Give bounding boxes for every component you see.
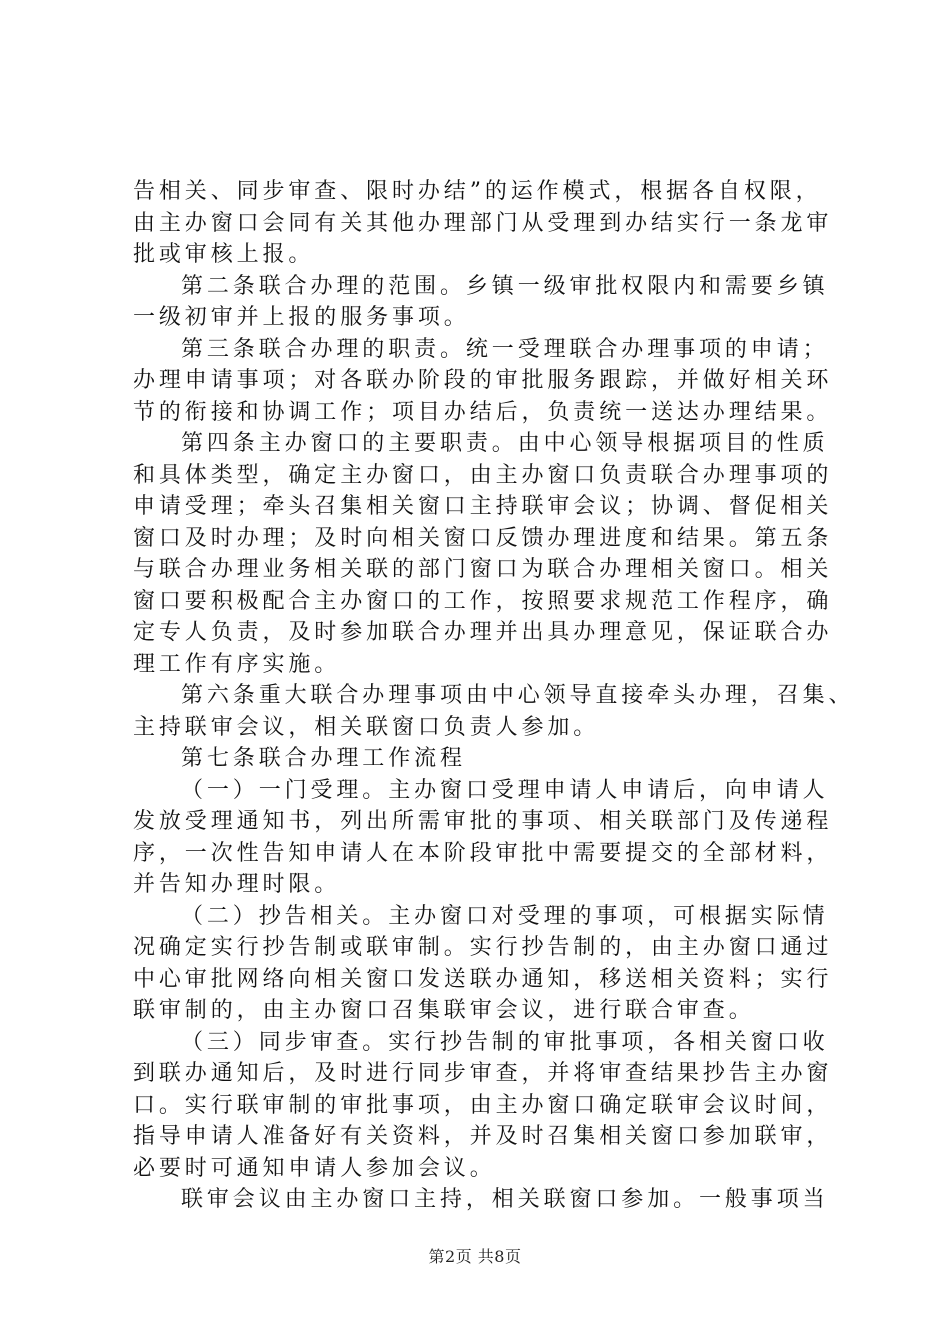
text-line: 第七条联合办理工作流程	[181, 746, 466, 771]
text-line: 一级初审并上报的服务事项。	[133, 305, 470, 330]
text-line: 口。实行联审制的审批事项，由主办窗口确定联审会议时间，	[133, 1092, 833, 1118]
text-line: 与联合办理业务相关联的部门窗口为联合办理相关窗口。相关	[133, 557, 833, 582]
text-line: （一）一门受理。主办窗口受理申请人申请后，向申请人	[181, 777, 829, 803]
text-line: 联审制的，由主办窗口召集联审会议，进行联合审查。	[133, 998, 755, 1023]
text-line: 联审会议由主办窗口主持，相关联窗口参加。一般事项当	[181, 1187, 829, 1212]
text-line: 由主办窗口会同有关其他办理部门从受理到办结实行一条龙审	[133, 210, 833, 236]
document-body	[133, 176, 855, 1216]
text-line: 并告知办理时限。	[133, 872, 341, 897]
text-line: 必要时可通知申请人参加会议。	[133, 1155, 496, 1181]
text-line: 告相关、同步审查、限时办结”的运作模式，根据各自权限，	[133, 179, 822, 204]
text-line: 指导申请人准备好有关资料，并及时召集相关窗口参加联审，	[133, 1124, 833, 1149]
text-line: 批或审核上报。	[133, 242, 315, 267]
text-line: 理工作有序实施。	[133, 651, 341, 677]
text-line: （二）抄告相关。主办窗口对受理的事项，可根据实际情	[181, 903, 829, 929]
text-line: （三）同步审查。实行抄告制的审批事项，各相关窗口收	[181, 1029, 829, 1055]
text-line: 序，一次性告知申请人在本阶段审批中需要提交的全部材料，	[133, 840, 833, 866]
text-line: 第二条联合办理的范围。乡镇一级审批权限内和需要乡镇	[181, 273, 829, 299]
text-line: 办理申请事项；对各联办阶段的审批服务跟踪，并做好相关环	[133, 368, 833, 393]
text-line: 中心审批网络向相关窗口发送联办通知，移送相关资料；实行	[133, 966, 833, 992]
text-line: 节的衔接和协调工作；项目办结后，负责统一送达办理结果。	[133, 399, 833, 425]
text-line: 和具体类型，确定主办窗口，由主办窗口负责联合办理事项的	[133, 462, 833, 488]
text-line: 窗口及时办理；及时向相关窗口反馈办理进度和结果。第五条	[133, 525, 833, 551]
text-line: 窗口要积极配合主办窗口的工作，按照要求规范工作程序，确	[133, 588, 833, 614]
text-line: 申请受理；牵头召集相关窗口主持联审会议；协调、督促相关	[133, 494, 833, 519]
text-line: 到联办通知后，及时进行同步审查，并将审查结果抄告主办窗	[133, 1061, 833, 1086]
text-line: 定专人负责，及时参加联合办理并出具办理意见，保证联合办	[133, 620, 833, 645]
text-line: 第六条重大联合办理事项由中心领导直接牵头办理，召集、	[181, 683, 855, 708]
page-footer: 第2页 共8页	[428, 1247, 522, 1266]
text-line: 主持联审会议，相关联窗口负责人参加。	[133, 714, 600, 740]
text-line: 第四条主办窗口的主要职责。由中心领导根据项目的性质	[181, 431, 829, 456]
text-line: 发放受理通知书，列出所需审批的事项、相关联部门及传递程	[133, 809, 833, 834]
text-line: 第三条联合办理的职责。统一受理联合办理事项的申请；	[181, 336, 829, 362]
text-line: 况确定实行抄告制或联审制。实行抄告制的，由主办窗口通过	[133, 935, 833, 960]
